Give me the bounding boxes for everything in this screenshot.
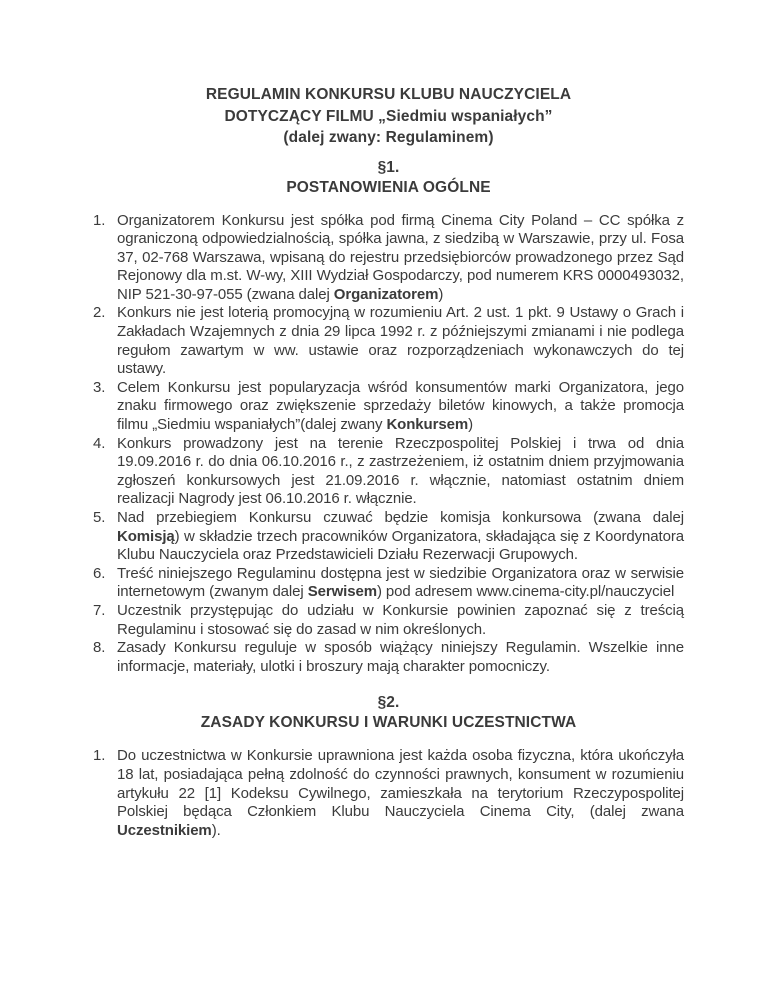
list-item-number: 8. xyxy=(93,639,106,657)
list-item-text: Konkurs nie jest loterią promocyjną w rozumieniu Art. 2 ust. 1 pkt. 9 Ustawy o Grach i Zakładach Wzajemnych z dnia 29 lipca 1992 r. z późniejszymi zmianami i nie podlega regułom zawartym w ww. ustawie oraz rozporządzeniach wykonawczych do tej ustawy. xyxy=(117,304,684,378)
section-1-item-6 xyxy=(93,565,684,602)
list-item-text: Do uczestnictwa w Konkursie uprawniona jest każda osoba fizyczna, która ukończyła 18 lat, posiadająca pełną zdolność do czynności prawnych, konsument w rozumieniu artykułu 22 [1] Kodeksu Cywilnego, zamieszkała na terytorium Rzeczypospolitej Polskiej będąca Członkiem Klubu Nauczyciela Cinema City, (dalej zwana Uczestnikiem). xyxy=(117,747,684,839)
section-1-item-1 xyxy=(93,212,684,305)
document-title-line-1: REGULAMIN KONKURSU KLUBU NAUCZYCIELA xyxy=(205,86,572,103)
list-item-text: Zasady Konkursu reguluje w sposób wiążący niniejszy Regulamin. Wszelkie inne informacje, materiały, ulotki i broszury mają charakter pomocniczy. xyxy=(117,639,684,675)
section-1-number: §1. xyxy=(377,158,400,176)
document-title-line-2: DOTYCZĄCY FILMU „Siedmiu wspaniałych” xyxy=(224,107,553,125)
list-item-number: 4. xyxy=(93,434,106,452)
section-1-heading xyxy=(93,158,684,198)
list-item-text: Organizatorem Konkursu jest spółka pod firmą Cinema City Poland – CC spółka z ograniczoną odpowiedzialnością, spółka jawna, z siedzibą w Warszawie, przy ul. Fosa 37, 02-768 Warszawa, wpisaną do rejestru przedsiębiorców prowadzonego przez Sąd Rejonowy dla m.st. W-wy, XIII Wydział Gospodarczy, pod numerem KRS 0000493032, NIP 521-30-97-055 (zwana dalej Organizatorem) xyxy=(117,211,684,303)
list-item-text: Konkurs prowadzony jest na terenie Rzeczpospolitej Polskiej i trwa od dnia 19.09.2016 r. do dnia 06.10.2016 r., z zastrzeżeniem, iż ostatnim dniem przyjmowania zgłoszeń konkursowych jest 21.09.2016 r. włącznie, natomiast ostatnim dniem realizacji Nagrody jest 06.10.2016 r. włącznie. xyxy=(117,434,684,508)
list-item-number: 6. xyxy=(93,564,106,582)
list-item-number: 2. xyxy=(93,304,106,322)
section-1-item-5 xyxy=(93,509,684,565)
section-1-item-4 xyxy=(93,435,684,509)
section-1-item-7 xyxy=(93,602,684,639)
list-item-number: 1. xyxy=(93,747,106,765)
list-item-text: Nad przebiegiem Konkursu czuwać będzie komisja konkursowa (zwana dalej Komisją) w składzie trzech pracowników Organizatora, składająca się z Koordynatora Klubu Nauczyciela oraz Przedstawicieli Działu Rezerwacji Grupowych. xyxy=(117,509,684,564)
document-title xyxy=(93,84,684,149)
section-1-title: POSTANOWIENIA OGÓLNE xyxy=(286,178,491,196)
section-1-item-2 xyxy=(93,304,684,378)
list-item-text: Celem Konkursu jest popularyzacja wśród konsumentów marki Organizatora, jego znaku firmowego oraz zwiększenie sprzedaży biletów kinowych, a także promocja filmu „Siedmiu wspaniałych”(dalej zwany Konkursem) xyxy=(117,378,684,434)
list-item-text: Uczestnik przystępując do udziału w Konkursie powinien zapoznać się z treścią Regulaminu i stosować się do zasad w nim określonych. xyxy=(117,601,684,638)
document-title-line-3: (dalej zwany: Regulaminem) xyxy=(283,129,494,146)
section-1-item-3 xyxy=(93,379,684,435)
list-item-text: Treść niniejszego Regulaminu dostępna jest w siedzibie Organizatora oraz w serwisie internetowym (zwanym dalej Serwisem) pod adresem www.cinema-city.pl/nauczyciel xyxy=(117,564,684,601)
list-item-number: 3. xyxy=(93,378,106,396)
section-2-number: §2. xyxy=(377,694,400,712)
section-2-item-1 xyxy=(93,747,684,840)
section-2-heading xyxy=(93,693,684,733)
section-1-list xyxy=(93,212,684,677)
section-1-item-8 xyxy=(93,639,684,676)
section-2-title: ZASADY KONKURSU I WARUNKI UCZESTNICTWA xyxy=(200,714,577,732)
list-item-number: 7. xyxy=(93,601,106,619)
list-item-number: 5. xyxy=(93,509,106,526)
list-item-number: 1. xyxy=(93,211,106,229)
section-2-list xyxy=(93,747,684,840)
